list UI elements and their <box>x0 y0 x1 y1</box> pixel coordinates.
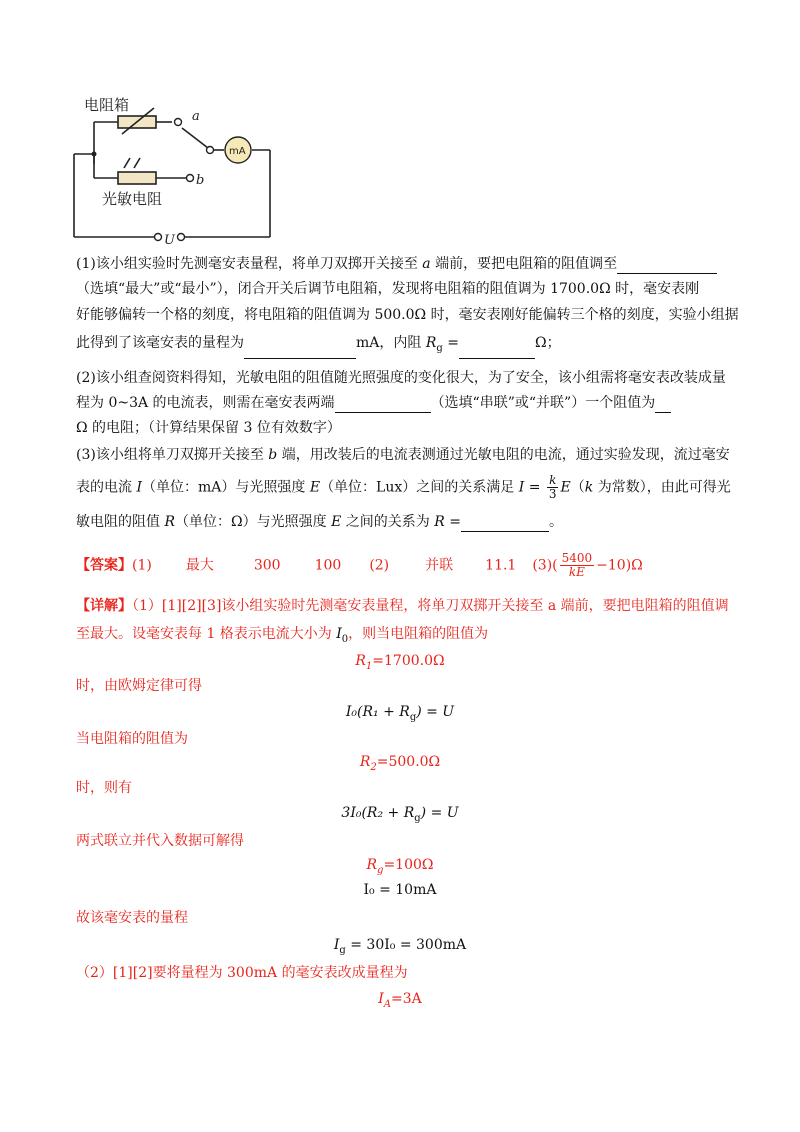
q3-line1: (3)该小组将单刀双掷开关接至 b 端，用改装后的电流表测通过光敏电阻的电流，通过实验发现，流过毫安 <box>76 447 730 463</box>
q1-blank-1[interactable] <box>617 259 717 274</box>
q2-line2: 程为 0~3A 的电流表，则需在毫安表两端 （选填“串联”或“并联”）一个阻值为 <box>76 393 736 413</box>
light-arrow-2 <box>134 158 140 168</box>
answer-line: 【答案】(1) 最大 300 100 (2) 并联 11.1 (3)( $\frac{5400}{kE}$ −10)Ω <box>76 551 643 579</box>
detail-line2: 至最大。设毫安表每 1 格表示电流大小为 $I_0$，则当电阻箱的阻值为 <box>76 626 489 645</box>
light-arrow-1 <box>124 158 130 168</box>
q1-line1: (1)该小组实验时先测毫安表量程，将单刀双掷开关接至 a 端前，要把电阻箱的阻值调至 <box>76 254 736 274</box>
q1-line2: （选填“最大”或“最小”），闭合开关后调节电阻箱，发现将电阻箱的阻值调为 1700.0Ω 时，毫安表刚 <box>76 281 700 297</box>
q2-blank-2[interactable] <box>655 398 671 413</box>
q3-blank[interactable] <box>461 517 549 532</box>
q3-line3: 敏电阻的阻值 R（单位：Ω）与光照强度 E 之间的关系为 R = 。 <box>76 514 563 530</box>
label-b: b <box>196 173 205 188</box>
q1-line3: 好能够偏转一个格的刻度，将电阻箱的阻值调为 500.0Ω 时，毫安表刚好能偏转三个格的刻度，实验小组据 <box>76 307 739 323</box>
terminal-b <box>187 175 194 182</box>
q1-blank-3[interactable] <box>459 344 535 359</box>
detail-label: 【详解】 <box>76 598 132 614</box>
q1-blank-2[interactable] <box>244 344 356 359</box>
junction-dot <box>92 152 97 157</box>
eq-i0: I₀ = 10mA <box>363 882 437 898</box>
q3-fraction-k3: $\frac{k}{3}$ <box>548 473 557 501</box>
label-ma: mA <box>229 146 246 157</box>
detail-line1: 【详解】（1）[1][2][3]该小组实验时先测毫安表量程，将单刀双掷开关接至 a 端前，要把电阻箱的阻值调 <box>76 598 729 614</box>
terminal-u-left <box>155 234 162 241</box>
terminal-a <box>175 119 182 126</box>
q2-line1: (2)该小组查阅资料得知，光敏电阻的阻值随光照强度的变化很大，为了安全，该小组需将毫安表改装成量 <box>76 370 726 386</box>
q3-line2: 表的电流 I（单位：mA）与光照强度 E（单位：Lux）之间的关系满足 I = $\frac{k}{3}$ E（k 为常数），由此可得光 <box>76 473 731 501</box>
eq-r1: $R_1=1700.0\Omega$ <box>355 653 445 672</box>
detail-line3: 时，由欧姆定律可得 <box>76 678 202 694</box>
answer-fraction: $\frac{5400}{kE}$ <box>561 551 593 579</box>
answer-label: 【答案】 <box>76 557 132 574</box>
detail-line8: （2）[1][2]要将量程为 300mA 的毫安表改成量程为 <box>76 965 408 981</box>
eq-rg: $R_g=100\Omega$ <box>366 857 434 876</box>
switch-blade <box>182 128 208 148</box>
detail-line5: 时，则有 <box>76 780 132 796</box>
q2-line3: Ω 的电阻；（计算结果保留 3 位有效数字） <box>76 420 341 436</box>
circuit-diagram <box>60 92 300 252</box>
detail-line6: 两式联立并代入数据可解得 <box>76 833 244 849</box>
detail-line4: 当电阻箱的阻值为 <box>76 731 188 747</box>
terminal-u-right <box>178 234 185 241</box>
q1-line4: 此得到了该毫安表的量程为 mA，内阻 $R_g = \Omega$； <box>76 333 736 359</box>
eq-ig: $I_g = 30I_0 = 300mA$ <box>333 937 467 956</box>
eq-r2: $R_2=500.0\Omega$ <box>359 754 441 773</box>
photoresistor-box <box>118 172 156 184</box>
detail-line7: 故该毫安表的量程 <box>76 910 188 926</box>
label-resistor-box: 电阻箱 <box>84 96 130 114</box>
label-u: U <box>164 233 175 248</box>
eq-ohm-2: $3I_0(R_2 + R_g) = U$ <box>341 805 459 824</box>
q2-blank-1[interactable] <box>335 398 431 413</box>
label-photoresistor: 光敏电阻 <box>102 190 163 208</box>
eq-ia: $I_A=3A$ <box>378 991 422 1010</box>
eq-ohm-1: $I_0(R_1 + R_g) = U$ <box>345 704 455 723</box>
label-a: a <box>192 109 200 124</box>
terminal-common <box>207 147 214 154</box>
